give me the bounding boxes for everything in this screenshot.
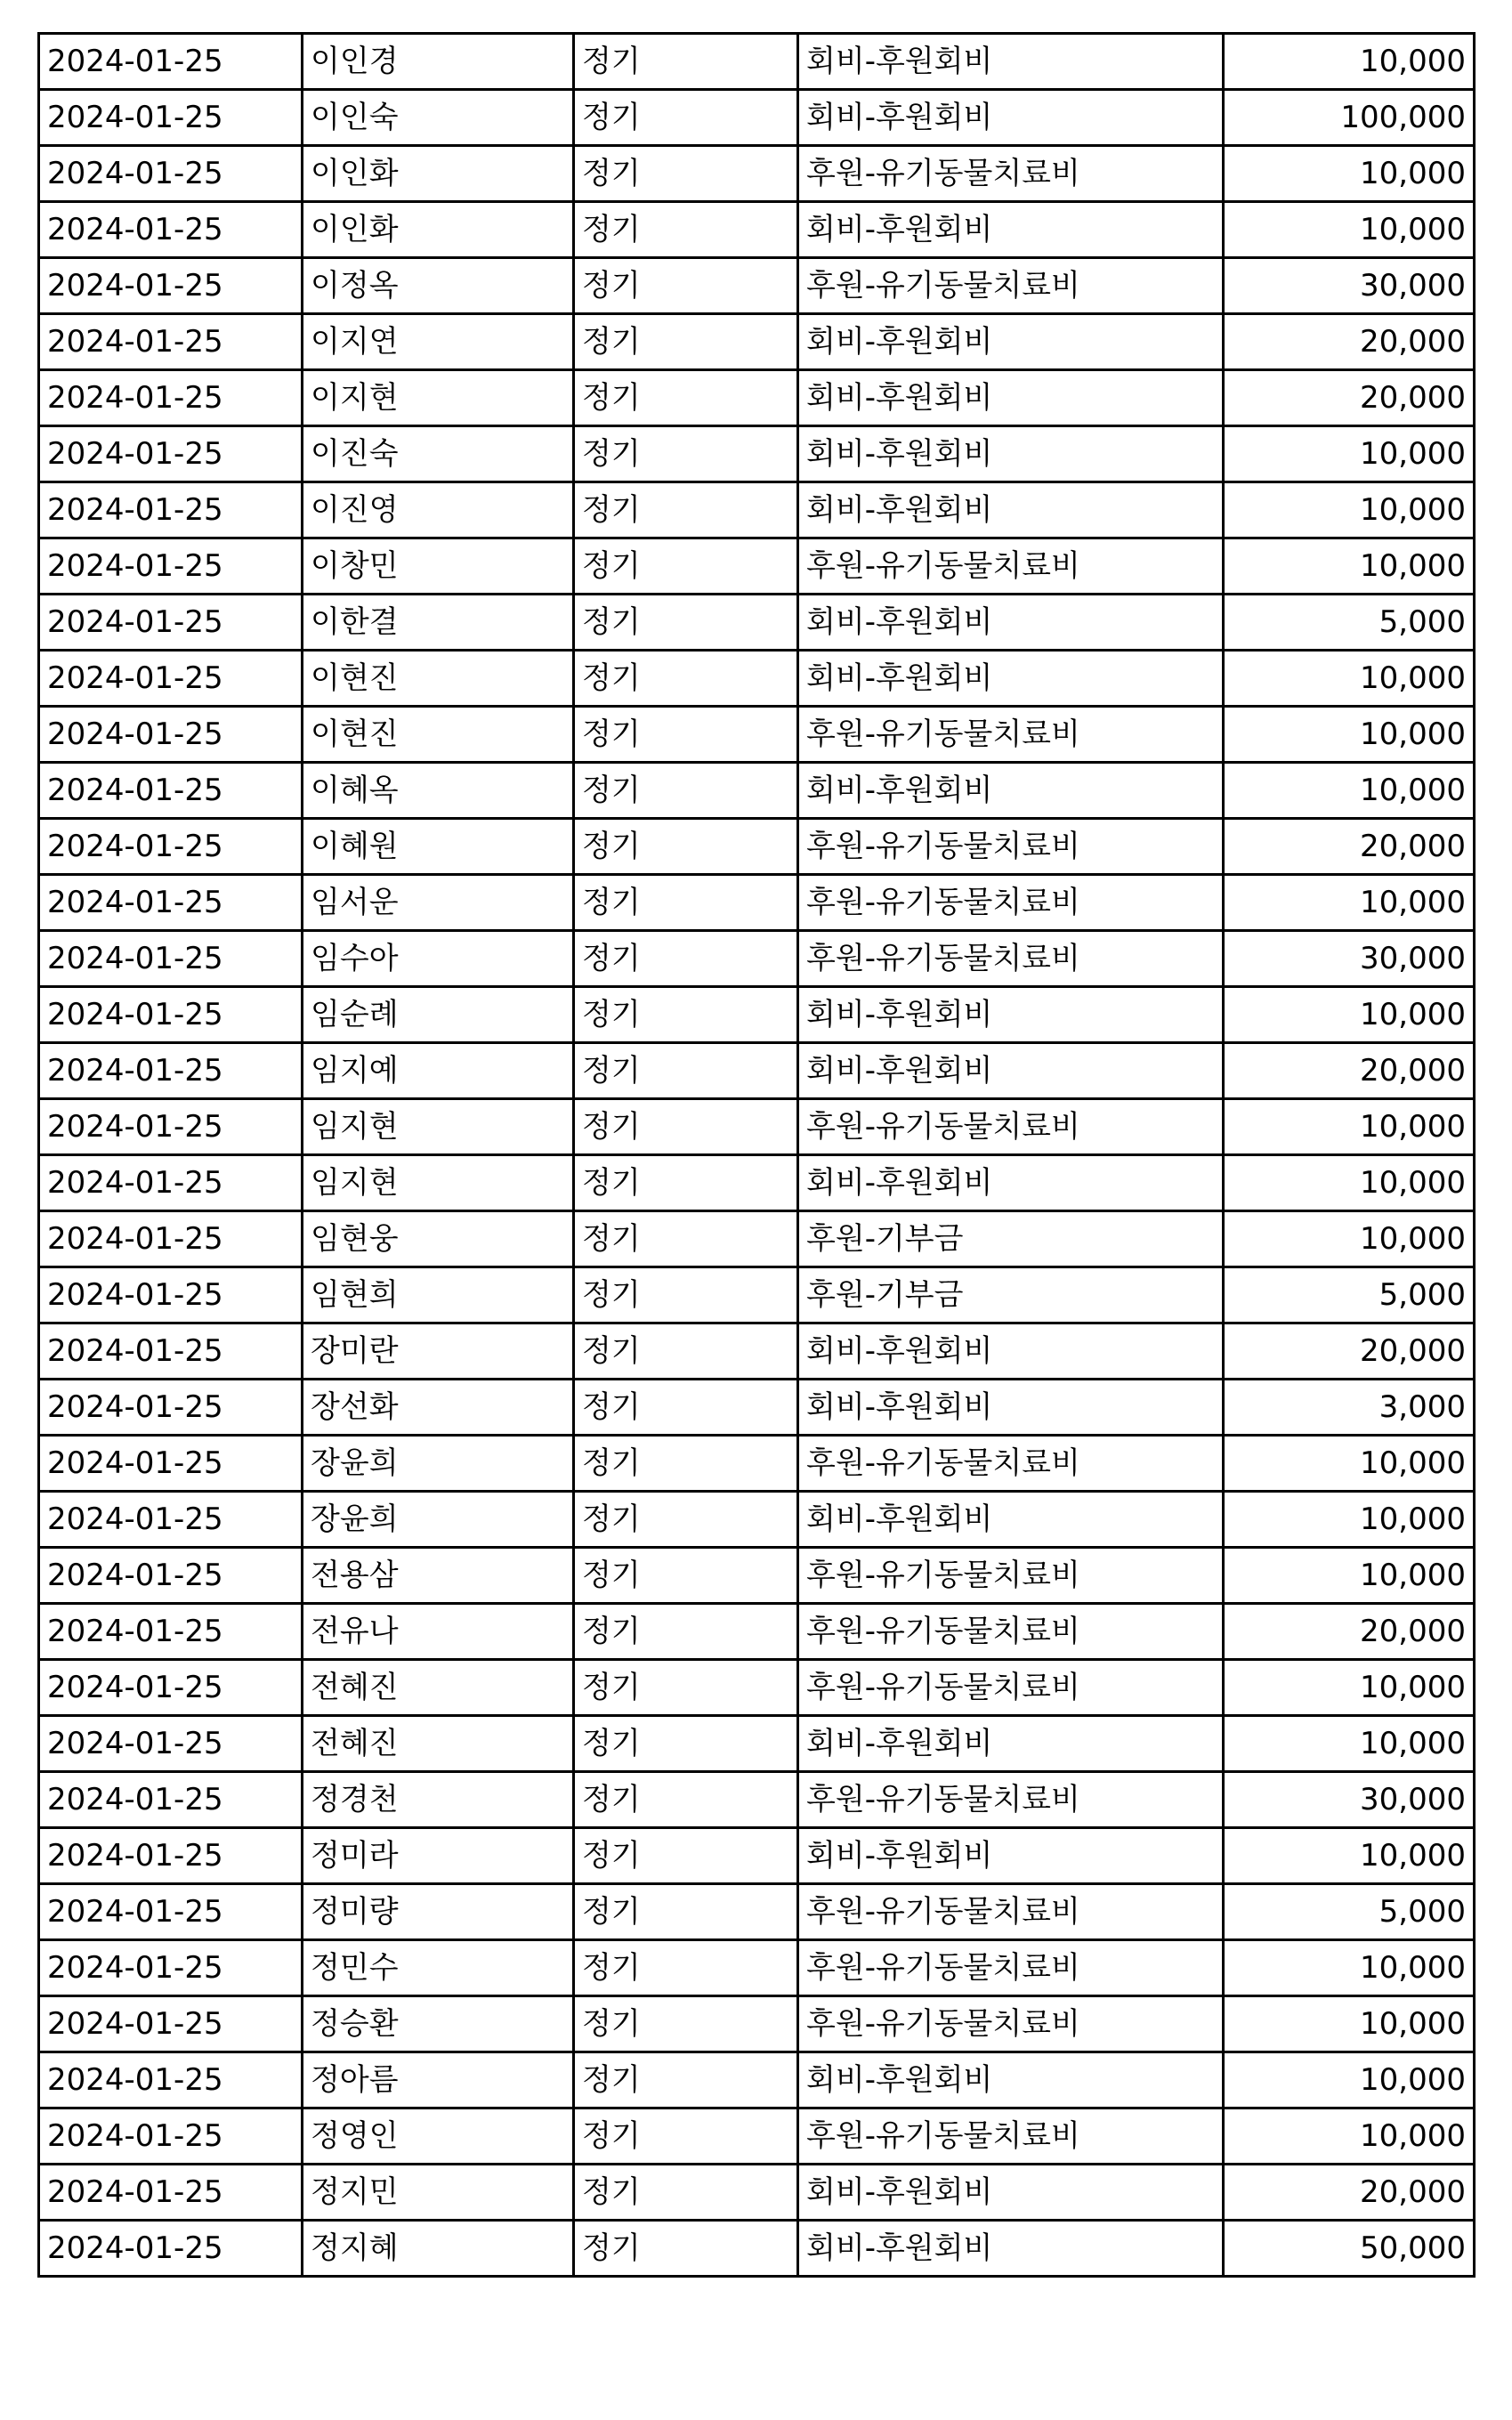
category-cell: 회비-후원회비	[798, 1043, 1224, 1099]
donation-type-cell: 정기	[574, 595, 798, 651]
table-row	[39, 651, 1475, 707]
amount-cell: 10,000	[1224, 763, 1475, 819]
table-row	[39, 819, 1475, 875]
category-cell: 후원-유기동물치료비	[798, 258, 1224, 314]
donation-type-cell: 정기	[574, 1828, 798, 1884]
date-cell: 2024-01-25	[39, 482, 303, 538]
donation-type-cell: 정기	[574, 202, 798, 258]
date-cell: 2024-01-25	[39, 202, 303, 258]
donor-name-cell: 정미량	[303, 1884, 574, 1940]
donation-type-cell: 정기	[574, 370, 798, 426]
category-cell: 회비-후원회비	[798, 2165, 1224, 2221]
amount-cell: 10,000	[1224, 1155, 1475, 1211]
category-cell: 회비-후원회비	[798, 1155, 1224, 1211]
category-cell: 회비-후원회비	[798, 1492, 1224, 1548]
amount-cell: 10,000	[1224, 1099, 1475, 1155]
category-cell: 후원-기부금	[798, 1267, 1224, 1323]
table-row	[39, 1660, 1475, 1716]
category-cell: 회비-후원회비	[798, 595, 1224, 651]
amount-cell: 3,000	[1224, 1380, 1475, 1436]
table-row	[39, 34, 1475, 90]
category-cell: 후원-유기동물치료비	[798, 1099, 1224, 1155]
table-row	[39, 1099, 1475, 1155]
category-cell: 회비-후원회비	[798, 1828, 1224, 1884]
date-cell: 2024-01-25	[39, 426, 303, 482]
date-cell: 2024-01-25	[39, 1380, 303, 1436]
donation-type-cell: 정기	[574, 1716, 798, 1772]
table-row	[39, 875, 1475, 931]
date-cell: 2024-01-25	[39, 538, 303, 595]
category-cell: 후원-유기동물치료비	[798, 2108, 1224, 2165]
donor-name-cell: 장미란	[303, 1323, 574, 1380]
category-cell: 회비-후원회비	[798, 651, 1224, 707]
category-cell: 회비-후원회비	[798, 1380, 1224, 1436]
donor-name-cell: 정지혜	[303, 2221, 574, 2277]
category-cell: 후원-유기동물치료비	[798, 1996, 1224, 2052]
table-row	[39, 314, 1475, 370]
donation-type-cell: 정기	[574, 931, 798, 987]
donation-type-cell: 정기	[574, 1323, 798, 1380]
amount-cell: 10,000	[1224, 426, 1475, 482]
date-cell: 2024-01-25	[39, 763, 303, 819]
date-cell: 2024-01-25	[39, 707, 303, 763]
donor-name-cell: 이인화	[303, 202, 574, 258]
donation-type-cell: 정기	[574, 258, 798, 314]
donor-name-cell: 장윤희	[303, 1492, 574, 1548]
table-row	[39, 2165, 1475, 2221]
donation-type-cell: 정기	[574, 1043, 798, 1099]
donation-type-cell: 정기	[574, 987, 798, 1043]
donation-type-cell: 정기	[574, 707, 798, 763]
donor-name-cell: 정승환	[303, 1996, 574, 2052]
table-row	[39, 90, 1475, 146]
donation-type-cell: 정기	[574, 1267, 798, 1323]
date-cell: 2024-01-25	[39, 1548, 303, 1604]
category-cell: 후원-유기동물치료비	[798, 1604, 1224, 1660]
date-cell: 2024-01-25	[39, 1772, 303, 1828]
date-cell: 2024-01-25	[39, 1492, 303, 1548]
ledger-body	[39, 34, 1475, 2277]
amount-cell: 10,000	[1224, 1436, 1475, 1492]
amount-cell: 20,000	[1224, 2165, 1475, 2221]
date-cell: 2024-01-25	[39, 314, 303, 370]
donation-type-cell: 정기	[574, 1940, 798, 1996]
donor-name-cell: 이정옥	[303, 258, 574, 314]
category-cell: 후원-유기동물치료비	[798, 875, 1224, 931]
date-cell: 2024-01-25	[39, 987, 303, 1043]
amount-cell: 10,000	[1224, 482, 1475, 538]
donation-type-cell: 정기	[574, 1884, 798, 1940]
date-cell: 2024-01-25	[39, 1436, 303, 1492]
table-row	[39, 538, 1475, 595]
amount-cell: 20,000	[1224, 819, 1475, 875]
table-row	[39, 2108, 1475, 2165]
donor-name-cell: 이혜원	[303, 819, 574, 875]
table-row	[39, 482, 1475, 538]
table-row	[39, 1043, 1475, 1099]
date-cell: 2024-01-25	[39, 1267, 303, 1323]
donation-type-cell: 정기	[574, 314, 798, 370]
category-cell: 후원-유기동물치료비	[798, 1940, 1224, 1996]
donor-name-cell: 임수아	[303, 931, 574, 987]
category-cell: 회비-후원회비	[798, 202, 1224, 258]
date-cell: 2024-01-25	[39, 1660, 303, 1716]
table-row	[39, 595, 1475, 651]
category-cell: 후원-유기동물치료비	[798, 1884, 1224, 1940]
donation-type-cell: 정기	[574, 34, 798, 90]
donation-type-cell: 정기	[574, 538, 798, 595]
category-cell: 회비-후원회비	[798, 370, 1224, 426]
category-cell: 후원-유기동물치료비	[798, 819, 1224, 875]
category-cell: 후원-유기동물치료비	[798, 1660, 1224, 1716]
table-row	[39, 1604, 1475, 1660]
amount-cell: 10,000	[1224, 1716, 1475, 1772]
date-cell: 2024-01-25	[39, 651, 303, 707]
table-row	[39, 2221, 1475, 2277]
category-cell: 회비-후원회비	[798, 2052, 1224, 2108]
table-row	[39, 370, 1475, 426]
donation-type-cell: 정기	[574, 651, 798, 707]
date-cell: 2024-01-25	[39, 2052, 303, 2108]
date-cell: 2024-01-25	[39, 1884, 303, 1940]
donation-type-cell: 정기	[574, 763, 798, 819]
table-row	[39, 1323, 1475, 1380]
table-row	[39, 2052, 1475, 2108]
date-cell: 2024-01-25	[39, 931, 303, 987]
date-cell: 2024-01-25	[39, 34, 303, 90]
amount-cell: 10,000	[1224, 202, 1475, 258]
donor-name-cell: 임서운	[303, 875, 574, 931]
category-cell: 회비-후원회비	[798, 90, 1224, 146]
table-row	[39, 1884, 1475, 1940]
donor-name-cell: 정민수	[303, 1940, 574, 1996]
donation-type-cell: 정기	[574, 482, 798, 538]
category-cell: 회비-후원회비	[798, 1323, 1224, 1380]
table-row	[39, 1211, 1475, 1267]
amount-cell: 20,000	[1224, 1604, 1475, 1660]
table-row	[39, 707, 1475, 763]
category-cell: 후원-유기동물치료비	[798, 538, 1224, 595]
category-cell: 후원-유기동물치료비	[798, 146, 1224, 202]
amount-cell: 10,000	[1224, 2108, 1475, 2165]
amount-cell: 30,000	[1224, 1772, 1475, 1828]
category-cell: 회비-후원회비	[798, 763, 1224, 819]
table-row	[39, 146, 1475, 202]
amount-cell: 5,000	[1224, 595, 1475, 651]
date-cell: 2024-01-25	[39, 1043, 303, 1099]
table-row	[39, 1380, 1475, 1436]
date-cell: 2024-01-25	[39, 875, 303, 931]
category-cell: 후원-유기동물치료비	[798, 707, 1224, 763]
donation-type-cell: 정기	[574, 1436, 798, 1492]
date-cell: 2024-01-25	[39, 1828, 303, 1884]
donor-name-cell: 이한결	[303, 595, 574, 651]
donation-type-cell: 정기	[574, 819, 798, 875]
table-row	[39, 1436, 1475, 1492]
donor-name-cell: 이지현	[303, 370, 574, 426]
amount-cell: 10,000	[1224, 651, 1475, 707]
donation-ledger-table	[37, 32, 1476, 2278]
table-row	[39, 931, 1475, 987]
amount-cell: 5,000	[1224, 1884, 1475, 1940]
amount-cell: 5,000	[1224, 1267, 1475, 1323]
amount-cell: 10,000	[1224, 1492, 1475, 1548]
amount-cell: 10,000	[1224, 1660, 1475, 1716]
donor-name-cell: 이창민	[303, 538, 574, 595]
donor-name-cell: 장윤희	[303, 1436, 574, 1492]
donor-name-cell: 전용삼	[303, 1548, 574, 1604]
table-row	[39, 1772, 1475, 1828]
donation-type-cell: 정기	[574, 426, 798, 482]
donor-name-cell: 이지연	[303, 314, 574, 370]
donation-type-cell: 정기	[574, 2108, 798, 2165]
category-cell: 후원-유기동물치료비	[798, 1772, 1224, 1828]
table-row	[39, 987, 1475, 1043]
amount-cell: 10,000	[1224, 538, 1475, 595]
donation-type-cell: 정기	[574, 1211, 798, 1267]
table-row	[39, 1996, 1475, 2052]
amount-cell: 10,000	[1224, 987, 1475, 1043]
donor-name-cell: 정아름	[303, 2052, 574, 2108]
amount-cell: 20,000	[1224, 1043, 1475, 1099]
category-cell: 후원-유기동물치료비	[798, 931, 1224, 987]
category-cell: 후원-유기동물치료비	[798, 1548, 1224, 1604]
donor-name-cell: 임지현	[303, 1099, 574, 1155]
amount-cell: 30,000	[1224, 258, 1475, 314]
donor-name-cell: 임현희	[303, 1267, 574, 1323]
table-row	[39, 1940, 1475, 1996]
donation-type-cell: 정기	[574, 90, 798, 146]
date-cell: 2024-01-25	[39, 819, 303, 875]
category-cell: 후원-기부금	[798, 1211, 1224, 1267]
amount-cell: 50,000	[1224, 2221, 1475, 2277]
amount-cell: 10,000	[1224, 875, 1475, 931]
donor-name-cell: 이혜옥	[303, 763, 574, 819]
amount-cell: 20,000	[1224, 1323, 1475, 1380]
donation-type-cell: 정기	[574, 2221, 798, 2277]
date-cell: 2024-01-25	[39, 2165, 303, 2221]
donation-type-cell: 정기	[574, 1099, 798, 1155]
date-cell: 2024-01-25	[39, 1604, 303, 1660]
date-cell: 2024-01-25	[39, 1211, 303, 1267]
category-cell: 회비-후원회비	[798, 2221, 1224, 2277]
donation-type-cell: 정기	[574, 1155, 798, 1211]
donation-type-cell: 정기	[574, 1548, 798, 1604]
date-cell: 2024-01-25	[39, 1099, 303, 1155]
date-cell: 2024-01-25	[39, 1323, 303, 1380]
donation-type-cell: 정기	[574, 2165, 798, 2221]
donation-type-cell: 정기	[574, 1604, 798, 1660]
donor-name-cell: 이진영	[303, 482, 574, 538]
donor-name-cell: 이인경	[303, 34, 574, 90]
table-row	[39, 1828, 1475, 1884]
donation-type-cell: 정기	[574, 1492, 798, 1548]
table-row	[39, 1492, 1475, 1548]
date-cell: 2024-01-25	[39, 1996, 303, 2052]
category-cell: 회비-후원회비	[798, 34, 1224, 90]
category-cell: 회비-후원회비	[798, 1716, 1224, 1772]
amount-cell: 100,000	[1224, 90, 1475, 146]
donor-name-cell: 임순례	[303, 987, 574, 1043]
table-row	[39, 1155, 1475, 1211]
donor-name-cell: 이현진	[303, 651, 574, 707]
table-row	[39, 1716, 1475, 1772]
donor-name-cell: 임현웅	[303, 1211, 574, 1267]
amount-cell: 10,000	[1224, 1548, 1475, 1604]
amount-cell: 20,000	[1224, 314, 1475, 370]
amount-cell: 10,000	[1224, 146, 1475, 202]
donor-name-cell: 전혜진	[303, 1660, 574, 1716]
donor-name-cell: 전유나	[303, 1604, 574, 1660]
donation-type-cell: 정기	[574, 1996, 798, 2052]
donor-name-cell: 정미라	[303, 1828, 574, 1884]
amount-cell: 10,000	[1224, 2052, 1475, 2108]
category-cell: 회비-후원회비	[798, 426, 1224, 482]
amount-cell: 10,000	[1224, 1940, 1475, 1996]
table-row	[39, 426, 1475, 482]
donor-name-cell: 임지현	[303, 1155, 574, 1211]
donation-type-cell: 정기	[574, 1660, 798, 1716]
table-row	[39, 202, 1475, 258]
donation-type-cell: 정기	[574, 146, 798, 202]
category-cell: 회비-후원회비	[798, 482, 1224, 538]
donor-name-cell: 이현진	[303, 707, 574, 763]
date-cell: 2024-01-25	[39, 2221, 303, 2277]
amount-cell: 10,000	[1224, 707, 1475, 763]
donor-name-cell: 장선화	[303, 1380, 574, 1436]
category-cell: 회비-후원회비	[798, 987, 1224, 1043]
amount-cell: 10,000	[1224, 1996, 1475, 2052]
donation-type-cell: 정기	[574, 2052, 798, 2108]
amount-cell: 10,000	[1224, 1828, 1475, 1884]
date-cell: 2024-01-25	[39, 2108, 303, 2165]
amount-cell: 20,000	[1224, 370, 1475, 426]
table-row	[39, 1548, 1475, 1604]
date-cell: 2024-01-25	[39, 1155, 303, 1211]
donation-type-cell: 정기	[574, 875, 798, 931]
donor-name-cell: 임지예	[303, 1043, 574, 1099]
table-row	[39, 258, 1475, 314]
date-cell: 2024-01-25	[39, 258, 303, 314]
table-row	[39, 763, 1475, 819]
date-cell: 2024-01-25	[39, 1716, 303, 1772]
donor-name-cell: 이진숙	[303, 426, 574, 482]
category-cell: 회비-후원회비	[798, 314, 1224, 370]
date-cell: 2024-01-25	[39, 1940, 303, 1996]
donor-name-cell: 정지민	[303, 2165, 574, 2221]
amount-cell: 30,000	[1224, 931, 1475, 987]
donation-type-cell: 정기	[574, 1772, 798, 1828]
date-cell: 2024-01-25	[39, 370, 303, 426]
donor-name-cell: 이인화	[303, 146, 574, 202]
date-cell: 2024-01-25	[39, 146, 303, 202]
donor-name-cell: 정영인	[303, 2108, 574, 2165]
donation-type-cell: 정기	[574, 1380, 798, 1436]
table-row	[39, 1267, 1475, 1323]
donor-name-cell: 이인숙	[303, 90, 574, 146]
amount-cell: 10,000	[1224, 1211, 1475, 1267]
date-cell: 2024-01-25	[39, 90, 303, 146]
donor-name-cell: 전혜진	[303, 1716, 574, 1772]
category-cell: 후원-유기동물치료비	[798, 1436, 1224, 1492]
amount-cell: 10,000	[1224, 34, 1475, 90]
donor-name-cell: 정경천	[303, 1772, 574, 1828]
date-cell: 2024-01-25	[39, 595, 303, 651]
